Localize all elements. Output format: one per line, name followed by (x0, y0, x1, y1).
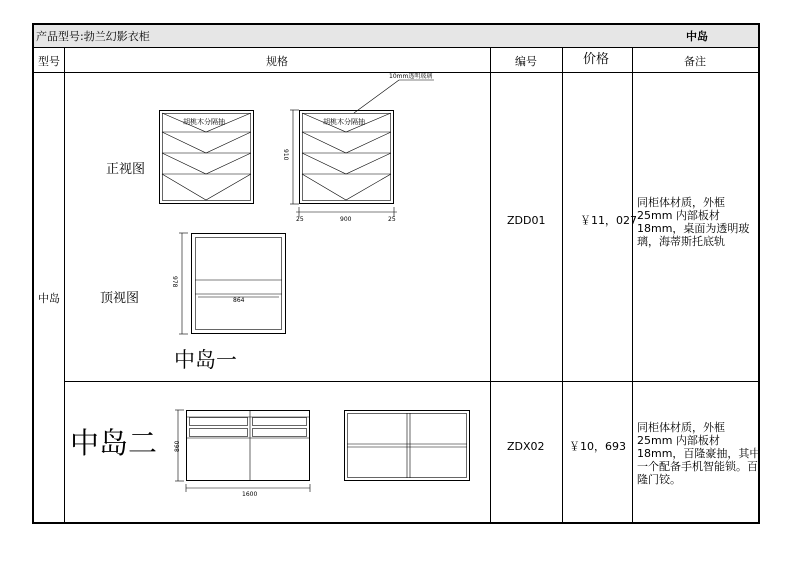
category-label: 中岛 (686, 30, 708, 43)
dim-top-width: 864 (233, 297, 245, 304)
col-divider-price (632, 47, 633, 524)
row-1-price: ￥11，027 (580, 214, 637, 227)
row-2-back-drawing (344, 410, 474, 482)
row-1-code: ZDD01 (507, 214, 546, 227)
drawer-label-2: 胡桃木分隔抽 (323, 118, 365, 126)
top-view-drawing (171, 230, 294, 340)
col-header-model: 型号 (38, 55, 60, 68)
dim-side-right: 25 (388, 216, 396, 223)
drawer-label-1: 胡桃木分隔抽 (183, 118, 225, 126)
dim-width: 900 (340, 216, 352, 223)
col-header-remark: 备注 (684, 55, 706, 68)
group-label: 中岛 (38, 292, 60, 305)
front-view-dimensioned-drawing (284, 75, 434, 225)
row-1-title: 中岛一 (174, 348, 237, 372)
row-2-code: ZDX02 (507, 440, 545, 453)
row-2-title: 中岛二 (70, 426, 158, 460)
front-view-cabinet-drawing (159, 110, 259, 210)
row-1-remark: 同柜体材质，外框 25mm 内部板材 18mm，桌面为透明玻璃，海蒂斯托底轨 (637, 196, 750, 248)
dim-top-depth: 978 (171, 276, 178, 288)
col-divider-spec (490, 47, 491, 524)
dim-side-left: 25 (296, 216, 304, 223)
top-view-label: 顶视图 (100, 291, 140, 306)
row-divider (64, 381, 758, 382)
col-divider-code (562, 47, 563, 524)
spec-sheet (32, 23, 760, 524)
front-view-label: 正视图 (106, 162, 146, 177)
col-divider-model (64, 47, 65, 524)
product-label: 产品型号:勃兰幻影衣柜 (36, 30, 150, 43)
col-header-spec: 规格 (266, 55, 288, 68)
row-2-price: ￥10，693 (569, 440, 626, 453)
row-2-remark: 同柜体材质，外框 25mm 内部板材 18mm，百隆豪抽，其中一个配备手机智能锁。百隆门铰。 (637, 421, 761, 486)
glass-note: 10mm透明玻璃 (389, 73, 433, 80)
dim-row2-height: 860 (174, 440, 181, 452)
row-2-front-drawing (170, 407, 320, 497)
dim-row2-width: 1600 (242, 491, 258, 498)
header-divider (34, 47, 758, 48)
dim-height: 910 (282, 149, 289, 161)
col-header-code: 编号 (515, 55, 537, 68)
col-header-price: 价格 (583, 52, 610, 67)
